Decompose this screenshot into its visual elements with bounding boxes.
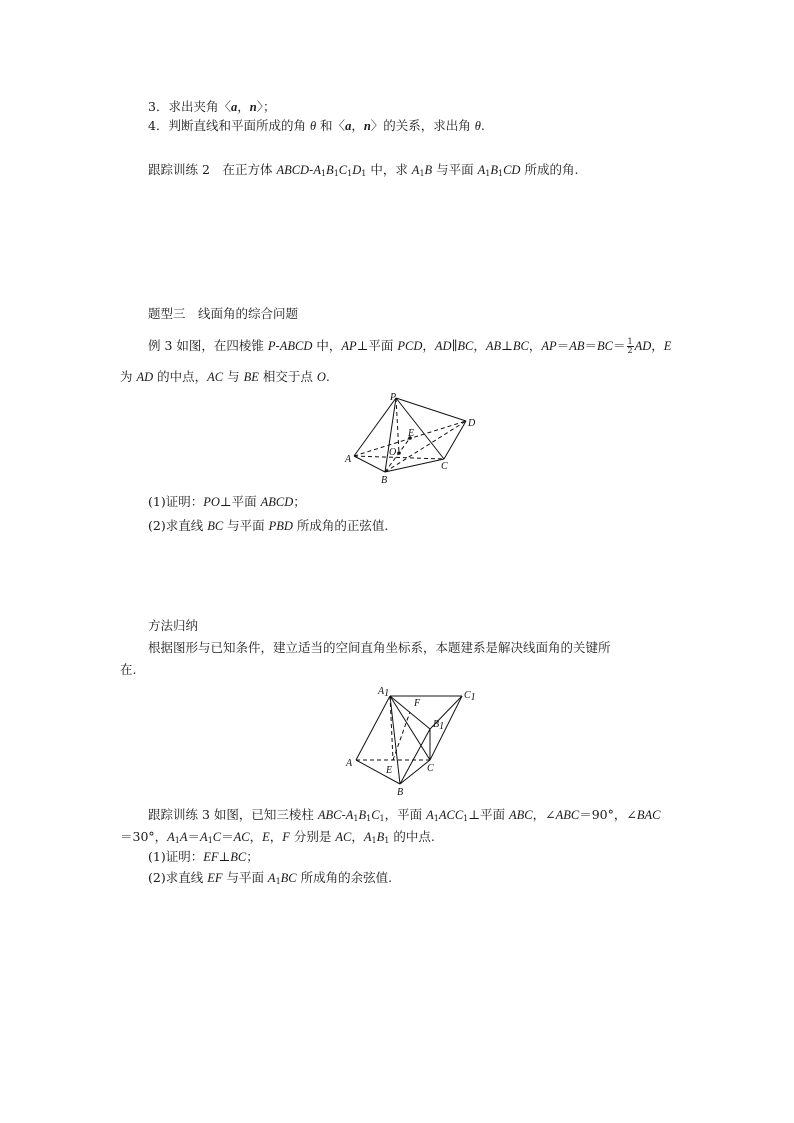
method-line-2: 在.: [120, 662, 137, 677]
prism-figure: [344, 684, 480, 798]
practice-3-line-2: ＝30°，$A_1A=A_1C=AC$，E，F 分别是 AC，$A_1B_1$ 的中点.: [120, 829, 435, 845]
edge-BD-hidden: [385, 421, 466, 472]
edge-PO-hidden: [396, 398, 399, 453]
example-3-line-2: 为 AD 的中点，AC 与 BE 相交于点 O.: [120, 369, 330, 384]
practice-3-label: 跟踪训练 3: [148, 807, 210, 822]
edge-CD: [444, 421, 466, 459]
edge-PB: [385, 398, 396, 472]
label-B: B: [397, 787, 404, 798]
practice-3-line-1: 跟踪训练 3 如图，已知三棱柱 ABC-$A_1B_1C_1$，平面 $A_1ACC_1\perp$平面 ABC，∠ABC＝90°，∠BAC: [148, 807, 661, 823]
edge-AB: [354, 456, 385, 472]
example-3-question-2: (2)求直线 BC 与平面 PBD 所成角的正弦值.: [148, 518, 389, 533]
example-3-line-1: 例 3 如图，在四棱锥 P-ABCD 中，AP⊥平面 PCD，AD∥BC，AB⊥BC，AP＝AB＝BC＝ $\frac{1}{2}$ AD，E: [148, 337, 672, 355]
edge-PC: [396, 398, 444, 459]
label-C1: C1: [464, 690, 476, 703]
practice-3-question-1: (1)证明：EF⊥BC；: [148, 849, 259, 864]
label-E: E: [408, 428, 415, 439]
label-C: C: [427, 763, 434, 774]
label-E: E: [386, 765, 393, 776]
label-B1: B1: [433, 719, 445, 732]
label-P: P: [390, 392, 397, 403]
step-4: 4．判断直线和平面所成的角 θ 和〈a，n〉的关系，求出角 θ.: [148, 118, 485, 133]
practice-3-question-2: (2)求直线 EF 与平面 $A_1BC$ 所成角的余弦值.: [148, 870, 393, 886]
label-A: A: [345, 454, 352, 465]
example-3-question-1: (1)证明：PO⊥平面 ABCD；: [148, 494, 306, 509]
edge-EF-hidden: [393, 712, 410, 760]
label-B: B: [381, 475, 388, 486]
pyramid-figure: [340, 390, 480, 490]
label-A: A: [346, 758, 353, 769]
edge-B1B: [400, 729, 430, 784]
edge-PD: [396, 398, 466, 421]
section-3-title: 题型三 线面角的综合问题: [148, 306, 299, 321]
edge-AC-hidden: [354, 456, 444, 459]
label-F: F: [414, 698, 421, 709]
method-line-1: 根据图形与已知条件，建立适当的空间直角坐标系，本题建系是解决线面角的关键所: [148, 640, 611, 655]
edge-AB: [356, 760, 400, 784]
practice-2: 跟踪训练 2 在正方体 ABCD-$A_1B_1C_1D_1$ 中，求 $A_1B$ 与平面 $A_1B_1CD$ 所成的角.: [148, 162, 579, 178]
label-A1: A1: [378, 686, 390, 699]
fraction-one-half: $\frac{1}{2}$: [627, 337, 633, 355]
edge-BC: [385, 459, 444, 472]
label-D: D: [468, 418, 476, 429]
method-title: 方法归纳: [148, 618, 199, 633]
label-O: O: [389, 447, 397, 458]
label-C: C: [441, 461, 448, 472]
practice-2-label: 跟踪训练 2: [148, 162, 210, 177]
edge-A1A: [356, 696, 390, 760]
step-3: 3．求出夹角〈a，n〉；: [148, 99, 276, 114]
point-O: [397, 451, 401, 455]
example-3-label: 例 3: [148, 338, 173, 353]
edge-BC: [400, 760, 430, 784]
